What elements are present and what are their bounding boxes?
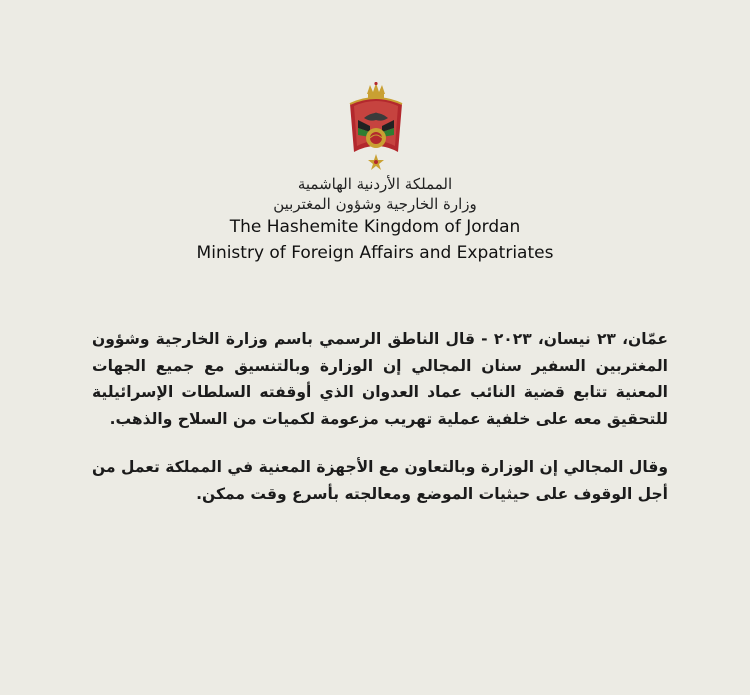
jordan-coat-of-arms-icon (340, 82, 412, 172)
letterhead-arabic-ministry: وزارة الخارجية وشؤون المغتربين (273, 195, 477, 213)
letterhead-english-kingdom: The Hashemite Kingdom of Jordan (229, 217, 521, 237)
letterhead-arabic-kingdom: المملكة الأردنية الهاشمية (297, 175, 453, 193)
statement-paragraph-1: عمّان، ٢٣ نيسان، ٢٠٢٣ - قال الناطق الرسمي باسم وزارة الخارجية وشؤون المغتربين السفير سنان المجالي إن الوزارة وبالتنسيق مع جميع الجهات المعنية تتابع قضية النائب عماد العدوان الذي أوقفته السلطات الإسرائيلية للتحقيق معه على خلفية عملية تهريب مزعومة لكميات من السلاح والذهب. (92, 330, 668, 428)
letterhead-english-ministry: Ministry of Foreign Affairs and Expatriates (196, 243, 554, 263)
ministry-letterhead (0, 174, 750, 266)
statement-body (92, 326, 668, 507)
statement-paragraph-2: وقال المجالي إن الوزارة وبالتعاون مع الأجهزة المعنية في المملكة تعمل من أجل الوقوف على حيثيات الموضع ومعالجته بأسرع وقت ممكن. (92, 458, 668, 503)
